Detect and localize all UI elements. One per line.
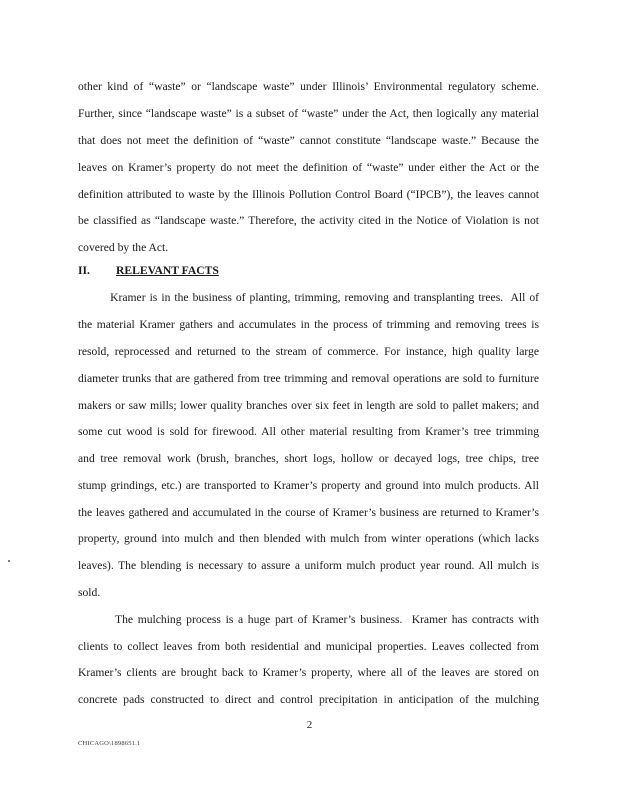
text-line: diameter trunks that are gathered from tree trimming and removal operations are sold to furniture	[78, 372, 539, 385]
document-id-footer: CHICAGO\1898651.1	[78, 740, 141, 747]
section-heading	[78, 264, 219, 277]
page-number: 2	[306, 719, 313, 731]
text-line: other kind of “waste” or “landscape waste” under Illinois’ Environmental regulatory scheme.	[78, 80, 539, 93]
section-number: II.	[78, 264, 90, 277]
text-line: clients to collect leaves from both residential and municipal properties. Leaves collected from	[78, 640, 539, 653]
text-line: concrete pads constructed to direct and control precipitation in anticipation of the mulching	[78, 693, 539, 706]
text-line: makers or saw mills; lower quality branches over six feet in length are sold to pallet makers; and	[78, 399, 539, 412]
scan-speck	[8, 560, 10, 562]
text-line: that does not meet the definition of “waste” cannot constitute “landscape waste.” Because the	[78, 134, 539, 147]
text-line: leaves on Kramer’s property do not meet the definition of “waste” under either the Act or the	[78, 161, 539, 174]
text-line: Further, since “landscape waste” is a subset of “waste” under the Act, then logically any material	[78, 107, 539, 120]
text-line: some cut wood is sold for firewood. All other material resulting from Kramer’s tree trimming	[78, 425, 539, 438]
text-line: The mulching process is a huge part of Kramer’s business. Kramer has contracts with	[78, 613, 539, 626]
text-line: property, ground into mulch and then blended with mulch from winter operations (which lacks	[78, 532, 539, 545]
text-line: Kramer’s clients are brought back to Kramer’s property, where all of the leaves are stored on	[78, 666, 539, 679]
text-line: leaves). The blending is necessary to assure a uniform mulch product year round. All mulch is	[78, 559, 539, 572]
text-line: Kramer is in the business of planting, trimming, removing and transplanting trees. All of	[78, 291, 539, 304]
text-line: sold.	[78, 586, 101, 599]
section-title: RELEVANT FACTS	[116, 264, 219, 277]
text-line: definition attributed to waste by the Illinois Pollution Control Board (“IPCB”), the leaves cannot	[78, 188, 539, 201]
text-line: be classified as “landscape waste.” Therefore, the activity cited in the Notice of Violation is not	[78, 214, 539, 227]
text-line: stump grindings, etc.) are transported to Kramer’s property and ground into mulch products. All	[78, 479, 539, 492]
text-line: covered by the Act.	[78, 241, 169, 254]
text-line: resold, reprocessed and returned to the stream of commerce. For instance, high quality large	[78, 345, 539, 358]
text-line: the material Kramer gathers and accumulates in the process of trimming and removing trees is	[78, 318, 539, 331]
text-line: the leaves gathered and accumulated in the course of Kramer’s business are returned to Kramer’s	[78, 506, 539, 519]
text-line: and tree removal work (brush, branches, short logs, hollow or decayed logs, tree chips, tree	[78, 452, 539, 465]
